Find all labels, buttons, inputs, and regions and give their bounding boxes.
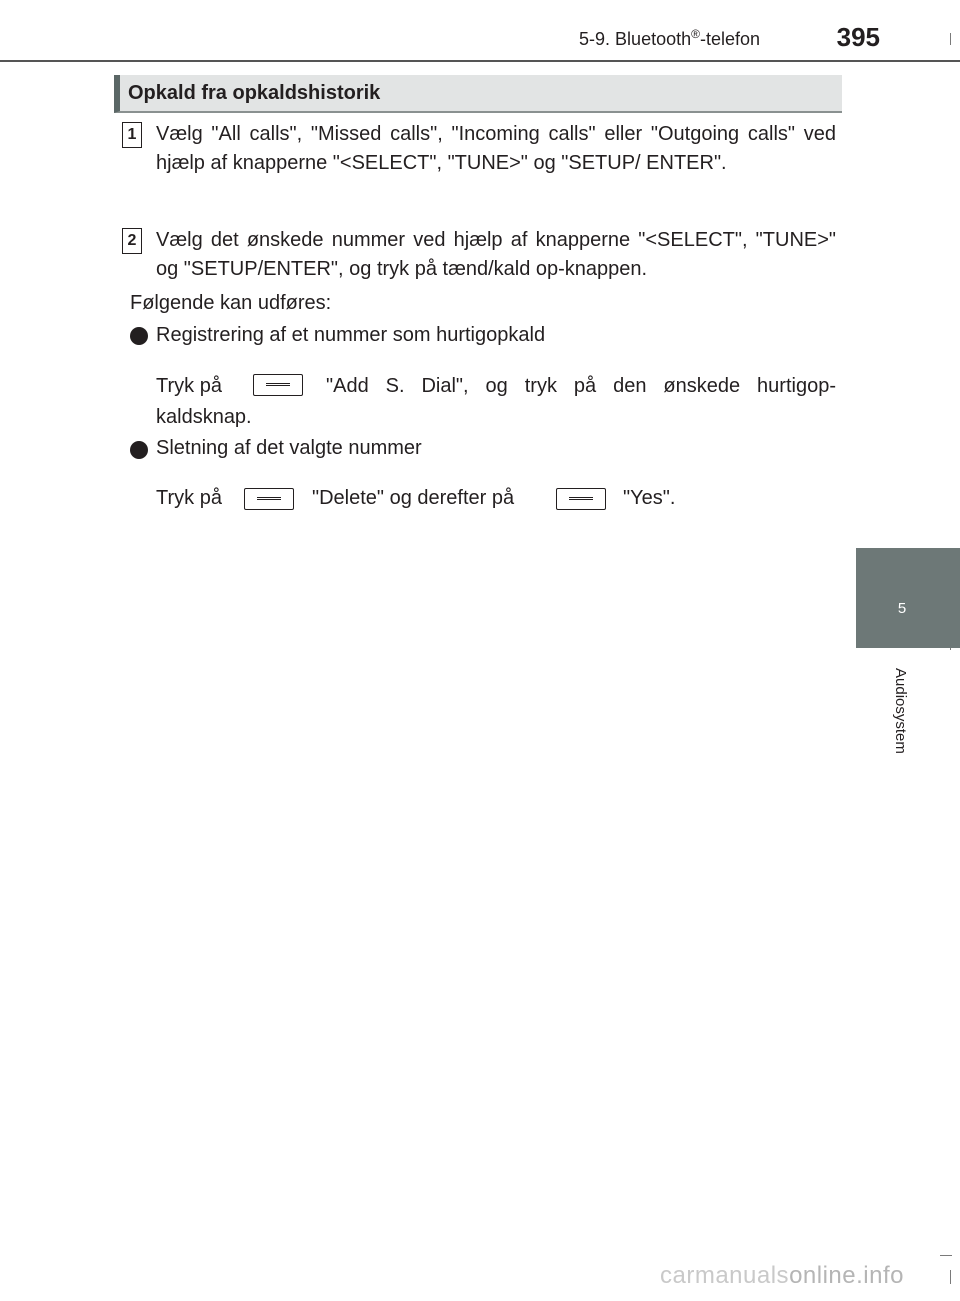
- step-2-text: Vælg det ønskede nummer ved hjælp af knapperne "<SELECT", "TUNE>" og "SETUP/ENTER", og tryk på tænd/kald op-knappen.: [156, 229, 836, 280]
- crop-mark: [950, 1270, 951, 1284]
- chapter-number: 5: [897, 600, 907, 617]
- option-2-title: Sletning af det valgte nummer: [156, 437, 422, 459]
- option-1-instr-before: Tryk på: [156, 375, 222, 397]
- option-2-instr-after: "Yes".: [623, 487, 676, 509]
- option-2-instr-before: Tryk på: [156, 487, 222, 509]
- step-1-badge: 1: [122, 122, 142, 148]
- option-key-icon: [244, 488, 294, 510]
- watermark-part-2: online.info: [789, 1262, 904, 1289]
- step-2-badge: 2: [122, 228, 142, 254]
- watermark-part-1: carmanuals: [660, 1262, 790, 1289]
- section-suffix: -telefon: [699, 29, 760, 49]
- option-1-title: Registrering af et nummer som hurtigopkald: [156, 324, 546, 346]
- header-rule: [0, 60, 960, 62]
- key-line: [569, 497, 593, 500]
- section-title: Opkald fra opkaldshistorik: [128, 82, 381, 104]
- option-2-instr-middle: "Delete" og derefter på: [312, 487, 515, 509]
- registered-mark: ®: [691, 27, 700, 41]
- key-line: [257, 497, 281, 500]
- bullet-icon: [130, 441, 148, 459]
- chapter-tab: [856, 548, 960, 648]
- option-1-instr-after: "Add S. Dial", og tryk på den ønskede hurtigop-: [326, 375, 836, 397]
- key-line: [266, 383, 290, 386]
- option-1-instr-cont: kaldsknap.: [156, 406, 252, 428]
- section-header: [114, 75, 842, 113]
- intro-text: Følgende kan udføres:: [130, 292, 332, 314]
- crop-mark: [940, 1255, 952, 1256]
- section-breadcrumb: [470, 27, 760, 50]
- step-1-text: Vælg "All calls", "Missed calls", "Incoming calls" eller "Outgoing calls" ved hjælp af knapperne "<SELECT", "TUNE>" og "SETUP/ ENTER".: [156, 123, 836, 174]
- crop-mark: [950, 33, 951, 45]
- option-key-icon: [556, 488, 606, 510]
- chapter-label: Audiosystem: [892, 668, 909, 754]
- option-key-icon: [253, 374, 303, 396]
- watermark: [660, 1262, 904, 1290]
- page-number: 395: [836, 22, 880, 52]
- bullet-icon: [130, 327, 148, 345]
- section-prefix: 5-9. Bluetooth: [579, 29, 692, 49]
